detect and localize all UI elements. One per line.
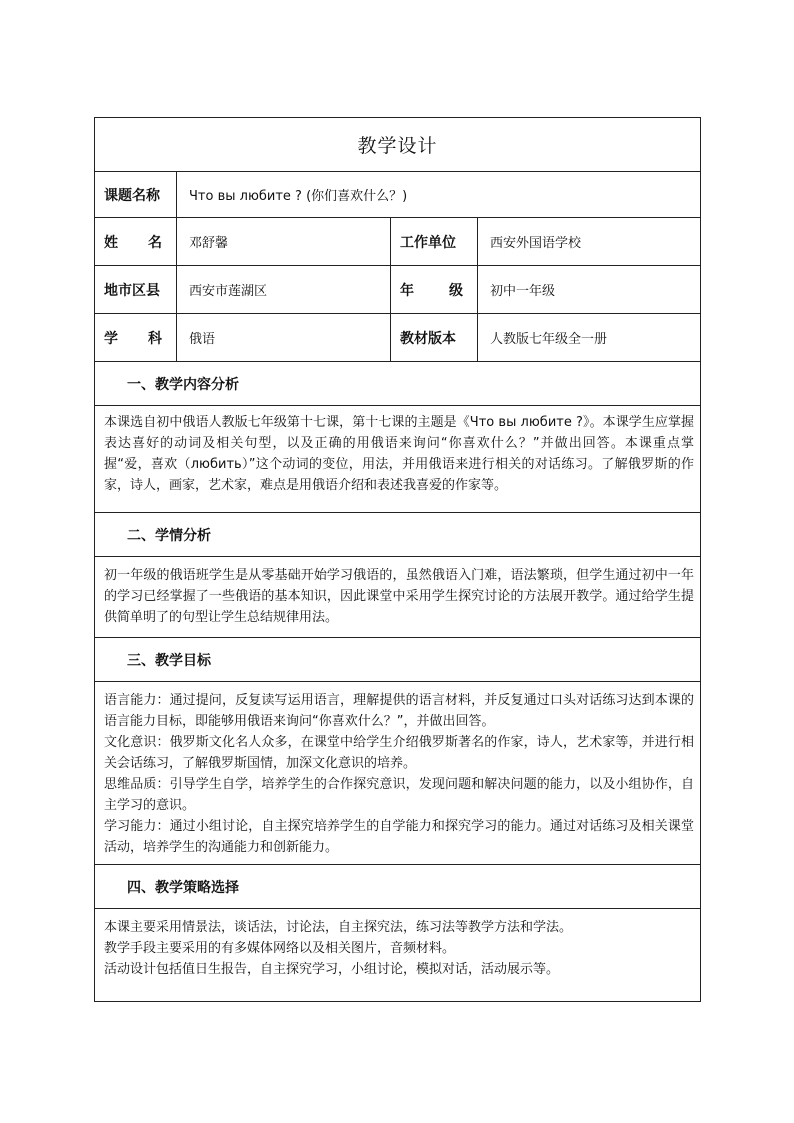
topic-label: 课题名称	[95, 172, 177, 218]
subject-label	[95, 314, 177, 362]
paragraph: 教学手段主要采用的有多媒体网络以及相关图片，音频材料。	[104, 941, 456, 956]
paragraph: 初一年级的俄语班学生是从零基础开始学习俄语的，虽然俄语入门难，语法繁琐，但学生通过初中一年的学习已经掌握了一些俄语的基本知识，因此课堂中采用学生探究讨论的方法展开教学。通过给学生提供简单明了的句型让学生总结规律用法。	[104, 568, 695, 625]
name-value: 邓舒馨	[177, 218, 391, 266]
district-value: 西安市莲湖区	[177, 266, 391, 314]
subject-label-char-1: 学	[104, 330, 118, 347]
work-unit-value: 西安外国语学校	[478, 218, 701, 266]
section-body-teaching-strategy	[95, 909, 701, 1002]
grade-label-char-2: 级	[449, 282, 463, 299]
name-label-char-1: 姓	[104, 234, 118, 251]
lesson-design-table	[94, 117, 701, 1002]
paragraph: 语言能力：通过提问，反复读写运用语言，理解提供的语言材料，并反复通过口头对话练习达到本课的语言能力目标，即能够用俄语来询问“你喜欢什么？”，并做出回答。	[104, 693, 695, 729]
work-unit-label: 工作单位	[391, 218, 478, 266]
paragraph: 本课主要采用情景法，谈话法，讨论法，自主探究法，练习法等教学方法和学法。	[104, 920, 573, 935]
subject-value: 俄语	[177, 314, 391, 362]
document-title: 教学设计	[95, 118, 701, 172]
section-heading-teaching-strategy: 四、教学策略选择	[95, 865, 701, 909]
textbook-label: 教材版本	[391, 314, 478, 362]
topic-value: Что вы любите ? (你们喜欢什么？)	[177, 172, 701, 218]
paragraph: 本课选自初中俄语人教版七年级第十七课，第十七课的主题是《Что вы любите ?》。本课学生应掌握表达喜好的动词及相关句型，以及正确的用俄语来询问“你喜欢什么？”并做出回答。本课重点掌握“爱，喜欢（любить）”这个动词的变位，用法，并用俄语来进行相关的对话练习。了解俄罗斯的作家，诗人，画家，艺术家，难点是用俄语介绍和表述我喜爱的作家等。	[104, 415, 695, 493]
section-heading-student-analysis: 二、学情分析	[95, 513, 701, 557]
paragraph: 文化意识：俄罗斯文化名人众多，在课堂中给学生介绍俄罗斯著名的作家，诗人，艺术家等，并进行相关会话练习，了解俄罗斯国情，加深文化意识的培养。	[104, 735, 695, 771]
section-body-content-analysis	[95, 406, 701, 513]
paragraph: 思维品质：引导学生自学，培养学生的合作探究意识，发现问题和解决问题的能力，以及小组协作，自主学习的意识。	[104, 777, 695, 813]
section-body-student-analysis	[95, 557, 701, 638]
district-label: 地市区县	[95, 266, 177, 314]
textbook-value: 人教版七年级全一册	[478, 314, 701, 362]
section-body-teaching-goals	[95, 682, 701, 865]
name-label	[95, 218, 177, 266]
subject-label-char-2: 科	[148, 330, 162, 347]
grade-label-char-1: 年	[400, 282, 414, 299]
grade-label	[391, 266, 478, 314]
section-heading-teaching-goals: 三、教学目标	[95, 638, 701, 682]
grade-value: 初中一年级	[478, 266, 701, 314]
paragraph: 活动设计包括值日生报告，自主探究学习，小组讨论，模拟对话，活动展示等。	[104, 962, 560, 977]
paragraph: 学习能力：通过小组讨论，自主探究培养学生的自学能力和探究学习的能力。通过对话练习及相关课堂活动，培养学生的沟通能力和创新能力。	[104, 819, 695, 855]
section-heading-content-analysis: 一、教学内容分析	[95, 362, 701, 406]
name-label-char-2: 名	[148, 234, 162, 251]
